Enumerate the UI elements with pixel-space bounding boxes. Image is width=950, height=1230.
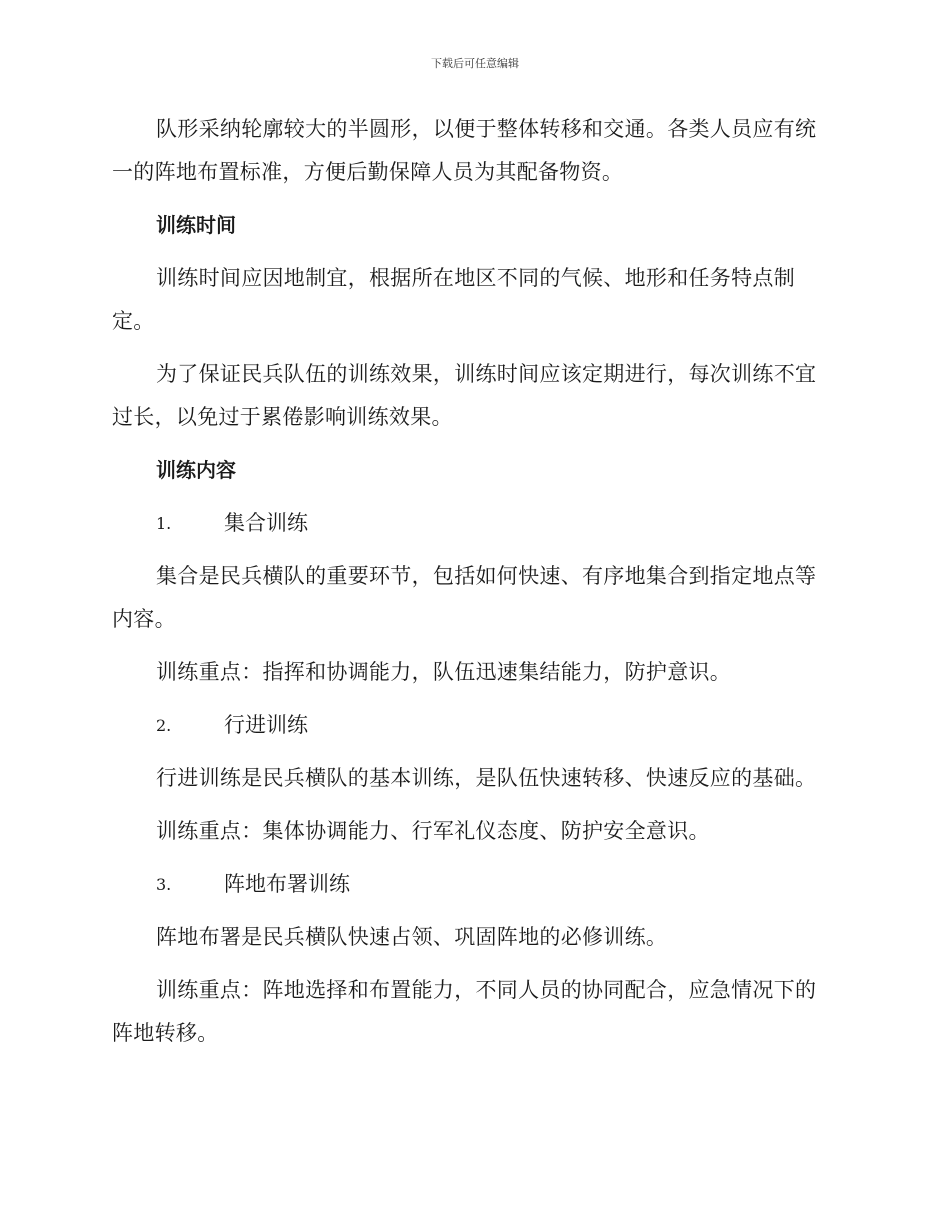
list-item-assembly <box>112 502 832 545</box>
paragraph-deployment-desc: 阵地布署是民兵横队快速占领、巩固阵地的必修训练。 <box>156 925 668 949</box>
paragraph-march-desc: 行进训练是民兵横队的基本训练，是队伍快速转移、快速反应的基础。 <box>156 766 817 790</box>
list-item-label: 行进训练 <box>224 713 308 737</box>
heading-training-content: 训练内容 <box>156 458 236 482</box>
paragraph-assembly-desc: 集合是民兵横队的重要环节，包括如何快速、有序地集合到指定地点等内容。 <box>112 564 817 631</box>
list-item-deployment <box>112 863 832 906</box>
paragraph-training-time-2: 为了保证民兵队伍的训练效果，训练时间应该定期进行，每次训练不宜过长，以免过于累倦影响训练效果。 <box>112 362 817 429</box>
document-body <box>112 108 832 1065</box>
paragraph-assembly-focus: 训练重点：指挥和协调能力，队伍迅速集结能力，防护意识。 <box>156 660 732 684</box>
list-item-march <box>112 704 832 747</box>
paragraph-march-focus: 训练重点：集体协调能力、行军礼仪态度、防护安全意识。 <box>156 819 710 843</box>
list-number: 1. <box>156 514 172 533</box>
page-header: 下载后可任意编辑 <box>431 57 519 70</box>
heading-training-time: 训练时间 <box>156 213 236 237</box>
list-item-label: 集合训练 <box>224 511 308 535</box>
list-number: 2. <box>156 716 172 735</box>
paragraph-formation: 队形采纳轮廓较大的半圆形，以便于整体转移和交通。各类人员应有统一的阵地布置标准，方便后勤保障人员为其配备物资。 <box>112 117 817 184</box>
list-item-label: 阵地布署训练 <box>224 872 350 896</box>
list-number: 3. <box>156 875 172 894</box>
paragraph-training-time-1: 训练时间应因地制宜，根据所在地区不同的气候、地形和任务特点制定。 <box>112 266 795 333</box>
paragraph-deployment-focus: 训练重点：阵地选择和布置能力，不同人员的协同配合，应急情况下的阵地转移。 <box>112 978 817 1045</box>
